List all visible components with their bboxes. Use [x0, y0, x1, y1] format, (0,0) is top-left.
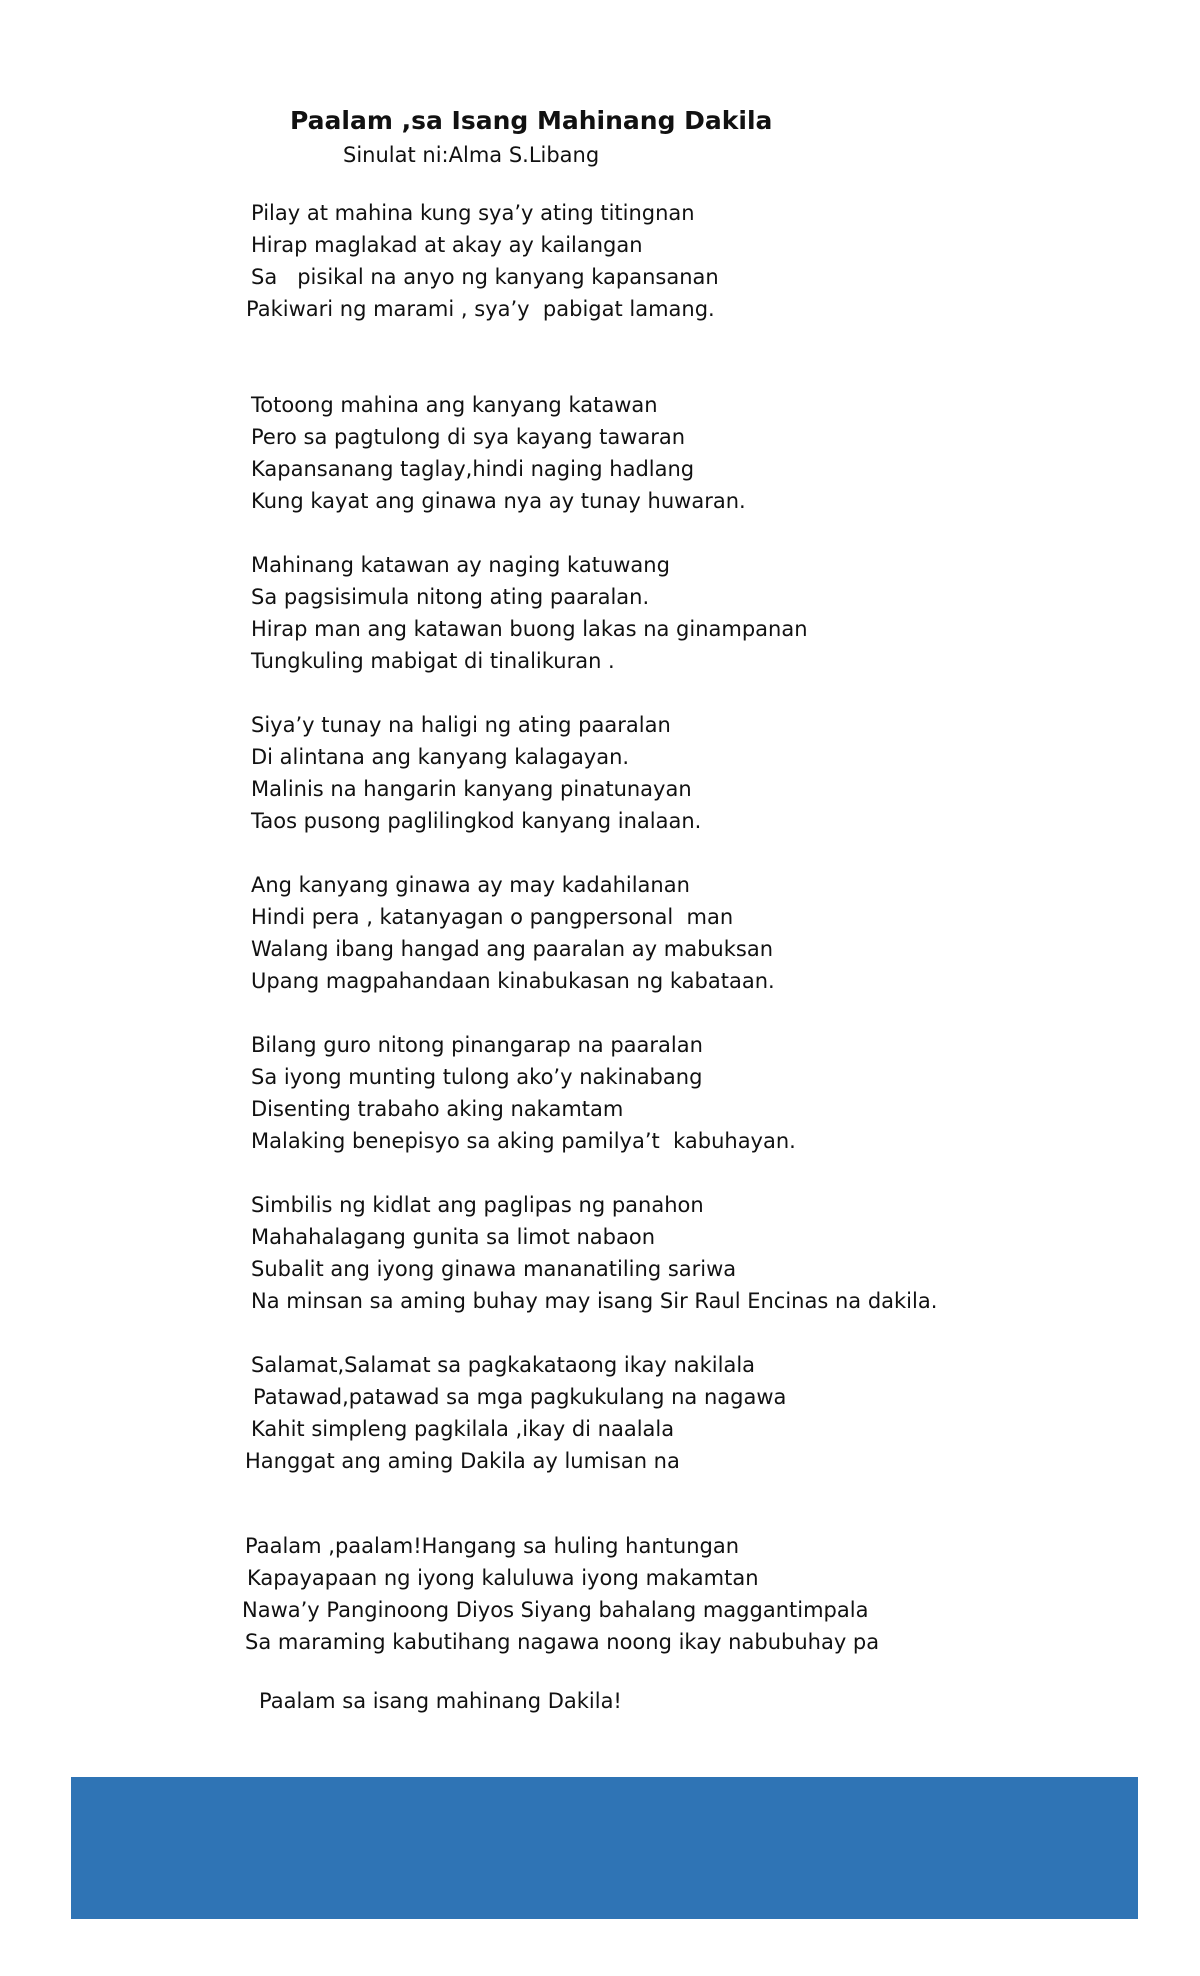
poem-line: Kapayapaan ng iyong kaluluwa iyong makamtan — [247, 1566, 759, 1590]
poem-line: Tungkuling mabigat di tinalikuran . — [251, 649, 615, 673]
poem-line: Siya’y tunay na haligi ng ating paaralan — [251, 713, 671, 737]
poem-line: Walang ibang hangad ang paaralan ay mabuksan — [251, 937, 774, 961]
poem-line: Upang magpahandaan kinabukasan ng kabataan. — [251, 969, 775, 993]
poem-line: Malaking benepisyo sa aking pamilya’t kabuhayan. — [251, 1129, 796, 1153]
poem-line: Salamat,Salamat sa pagkakataong ikay nakilala — [251, 1353, 756, 1377]
poem-line: Hirap maglakad at akay ay kailangan — [251, 233, 643, 257]
poem-line: Sa maraming kabutihang nagawa noong ikay nabubuhay pa — [245, 1630, 880, 1654]
poem-line: Sa pisikal na anyo ng kanyang kapansanan — [251, 265, 719, 289]
poem-author: Sinulat ni:Alma S.Libang — [343, 143, 600, 167]
poem-line: Ang kanyang ginawa ay may kadahilanan — [251, 873, 690, 897]
poem-line: Di alintana ang kanyang kalagayan. — [251, 745, 630, 769]
poem-line: Sa pagsisimula nitong ating paaralan. — [251, 585, 650, 609]
footer-color-band — [71, 1777, 1138, 1919]
poem-line: Kapansanang taglay,hindi naging hadlang — [251, 457, 695, 481]
poem-line: Mahahalagang gunita sa limot nabaon — [251, 1225, 656, 1249]
poem-line: Mahinang katawan ay naging katuwang — [251, 553, 670, 577]
poem-line: Disenting trabaho aking nakamtam — [251, 1097, 624, 1121]
poem-line: Patawad,patawad sa mga pagkukulang na nagawa — [253, 1385, 787, 1409]
poem-line: Totoong mahina ang kanyang katawan — [251, 393, 658, 417]
poem-line: Malinis na hangarin kanyang pinatunayan — [251, 777, 692, 801]
poem-line: Taos pusong paglilingkod kanyang inalaan. — [251, 809, 702, 833]
poem-line: Paalam ,paalam!Hangang sa huling hantungan — [245, 1534, 740, 1558]
poem-line: Simbilis ng kidlat ang paglipas ng panahon — [251, 1193, 704, 1217]
poem-line: Hirap man ang katawan buong lakas na ginampanan — [251, 617, 808, 641]
poem-line: Subalit ang iyong ginawa mananatiling sariwa — [251, 1257, 737, 1281]
poem-line: Bilang guro nitong pinangarap na paaralan — [251, 1033, 703, 1057]
poem-line: Pilay at mahina kung sya’y ating titingnan — [251, 201, 695, 225]
poem-line: Pero sa pagtulong di sya kayang tawaran — [251, 425, 686, 449]
poem-line: Pakiwari ng marami , sya’y pabigat lamang. — [246, 297, 715, 321]
poem-closing-line: Paalam sa isang mahinang Dakila! — [259, 1689, 622, 1713]
poem-line: Kahit simpleng pagkilala ,ikay di naalala — [251, 1417, 675, 1441]
poem-line: Hindi pera , katanyagan o pangpersonal man — [251, 905, 734, 929]
poem-line: Nawa’y Panginoong Diyos Siyang bahalang maggantimpala — [242, 1598, 869, 1622]
poem-line: Kung kayat ang ginawa nya ay tunay huwaran. — [251, 489, 746, 513]
poem-line: Sa iyong munting tulong ako’y nakinabang — [251, 1065, 703, 1089]
poem-title: Paalam ,sa Isang Mahinang Dakila — [290, 106, 773, 135]
poem-line: Na minsan sa aming buhay may isang Sir Raul Encinas na dakila. — [251, 1289, 938, 1313]
poem-line: Hanggat ang aming Dakila ay lumisan na — [245, 1449, 680, 1473]
